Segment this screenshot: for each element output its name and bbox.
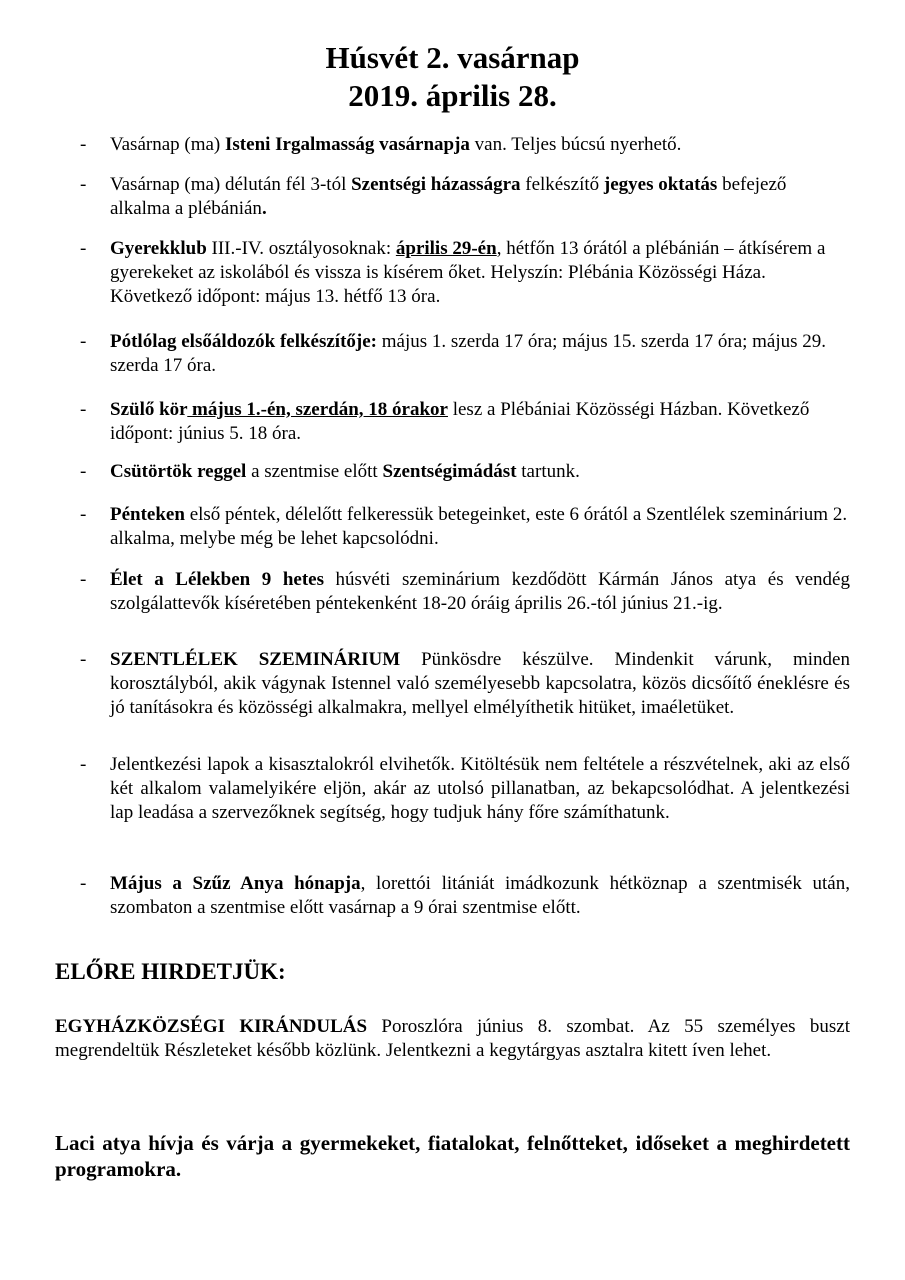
bullet-dash: - (80, 461, 87, 482)
bullet-dash: - (80, 569, 87, 590)
bullet-dash: - (80, 754, 87, 775)
bullet-dash: - (80, 238, 87, 259)
announcement-item: - Május a Szűz Anya hónapja, lorettói litániát imádkozunk hétköznap a szentmisék után, szombaton a szentmise előtt vasárnap a 9 órai szentmise előtt. (80, 873, 850, 918)
closing-paragraph: Laci atya hívja és várja a gyermekeket, fiatalokat, felnőtteket, időseket a meghirdetett programokra. (55, 1131, 850, 1181)
announcement-item: - Szülő kör május 1.-én, szerdán, 18 órakor lesz a Plébániai Közösségi Házban. Következő időpont: június 5. 18 óra. (80, 399, 810, 444)
section-heading: ELŐRE HIRDETJÜK: (55, 959, 286, 984)
bullet-dash: - (80, 649, 87, 670)
excursion-paragraph: EGYHÁZKÖZSÉGI KIRÁNDULÁS Poroszlóra június 8. szombat. Az 55 személyes buszt megrendeltük Részleteket később közlünk. Jelentkezni a kegytárgyas asztalra kitett íven lehet. (55, 1016, 850, 1061)
bullet-dash: - (80, 504, 87, 525)
bullet-dash: - (80, 174, 87, 195)
announcement-item: - Pénteken első péntek, délelőtt felkeressük betegeinket, este 6 órától a Szentlélek szeminárium 2. alkalma, melybe még be lehet kapcsolódni. (80, 504, 848, 549)
announcement-item: - Pótlólag elsőáldozók felkészítője: május 1. szerda 17 óra; május 15. szerda 17 óra; május 29. szerda 17 óra. (80, 331, 827, 376)
announcement-item: - Jelentkezési lapok a kisasztalokról elvihetők. Kitöltésük nem feltétele a részvételnek, aki az első két alkalom valamelyikére eljön, akár az utolsó pillanatban, az bekapcsolódhat. A jelentkezési lap leadása a szervezőknek segítség, hogy tudjuk hány főre számíthatunk. (80, 754, 850, 823)
announcement-item: - Vasárnap (ma) Isteni Irgalmasság vasárnapja van. Teljes búcsú nyerhető. (80, 134, 682, 155)
bullet-dash: - (80, 399, 87, 420)
announcement-item: - Élet a Lélekben 9 hetes húsvéti szeminárium kezdődött Kármán János atya és vendég szolgálattevők kíséretében péntekenként 18-20 óráig április 26.-tól június 21.-ig. (80, 569, 850, 614)
announcement-item: - Vasárnap (ma) délután fél 3-tól Szentségi házasságra felkészítő jegyes oktatás befejező alkalma a plébánián. (80, 174, 787, 219)
bullet-dash: - (80, 331, 87, 352)
announcement-item: - SZENTLÉLEK SZEMINÁRIUM Pünkösdre készülve. Mindenkit várunk, minden korosztályból, akik vágynak Istennel való személyesebb kapcsolatra, közös dicsőítő éneklésre és jó tanításokra és közösségi alkalmakra, mellyel elmélyíthetik hitüket, imaéletüket. (80, 649, 850, 718)
bullet-dash: - (80, 873, 87, 894)
announcement-item: - Gyerekklub III.-IV. osztályosoknak: április 29-én, hétfőn 13 órától a plébánián – átkísérem a gyerekeket az iskolából és vissza is kísérem őket. Helyszín: Plébánia Közösségi Háza. Következő időpont: május 13. hétfő 13 óra. (80, 238, 826, 307)
announcement-item: - Csütörtök reggel a szentmise előtt Szentségimádást tartunk. (80, 461, 580, 482)
page-date: 2019. április 28. (348, 78, 557, 113)
bullet-dash: - (80, 134, 87, 155)
page-title: Húsvét 2. vasárnap (325, 40, 580, 75)
